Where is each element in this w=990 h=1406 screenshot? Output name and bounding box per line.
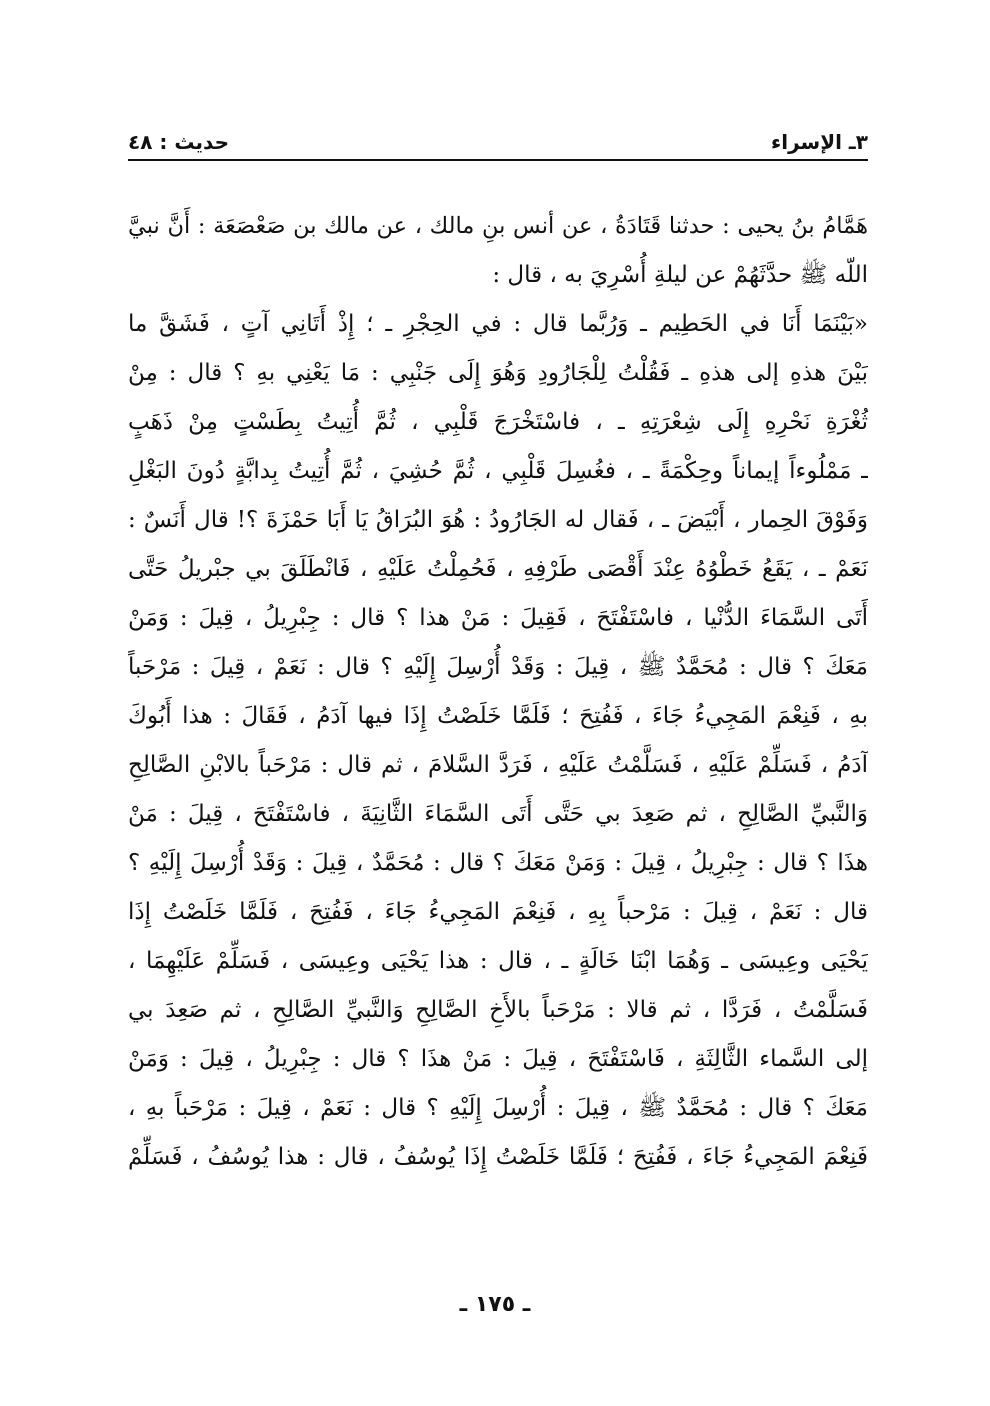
running-header: [128, 118, 868, 154]
text-line: فَنِعْمَ المَجِيءُ جَاءَ ، فَفُتِحَ ؛ فَلَمَّا خَلَصْتُ إِذَا يُوسُفُ ، قال : هذا يُوسُفُ ، فَسَلِّمْ: [128, 1144, 868, 1170]
text-line: فَسَلَّمْتُ ، فَرَدَّا ، ثم قالا : مَرْحَباً بالأَخِ الصَّالِحِ وَالنَّبيِّ الصَّالِحِ ، ثم صَعِدَ بي: [128, 997, 868, 1023]
text-line: ثُغْرَةِ نَحْرِهِ إِلَى شِعْرَتِهِ ـ ، فاسْتَخْرَجَ قَلْبِي ، ثُمَّ أُتِيتُ بِطَسْتٍ مِنْ ذَهَبٍ: [128, 409, 868, 435]
hadith-reference: حديث : ٤٨: [128, 130, 229, 154]
text-line: هذَا ؟ قال : جِبْرِيلُ ، قِيلَ : وَمَنْ مَعَكَ ؟ قال : مُحَمَّدٌ ، قِيلَ : وَقَدْ أُرْسِلَ إِلَيْهِ ؟: [128, 850, 868, 876]
text-line: «بَيْنَمَا أَنَا في الحَطِيم ـ وَرُبَّما قال : في الحِجْرِ ـ ؛ إِذْ أَتَانِي آتٍ ، فَشَقَّ ما: [128, 311, 868, 337]
body-text: [128, 202, 868, 1182]
text-line: وَالنَّبيِّ الصَّالِحِ ، ثم صَعِدَ بي حَتَّى أَتَى السَّمَاءَ الثَّانِيَةَ ، فاسْتَفْتَحَ ، قِيلَ : مَنْ: [128, 801, 868, 827]
text-line: بهِ ، فَنِعْمَ المَجِيءُ جَاءَ ، فَفُتِحَ ؛ فَلَمَّا خَلَصْتُ إِذَا فيها آدَمُ ، فَقَالَ : هذا أَبُوكَ: [128, 703, 868, 729]
text-line: إلى السَّماء الثَّالِثَةِ ، فَاسْتَفْتَحَ ، قِيلَ : مَنْ هذَا ؟ قال : جِبْرِيلُ ، قِيلَ : وَمَنْ: [128, 1046, 868, 1072]
header-rule: [128, 159, 868, 161]
text-line: آدَمُ ، فَسَلِّمْ عَلَيْهِ ، فَسَلَّمْتُ عَلَيْهِ ، فَرَدَّ السَّلامَ ، ثم قال : مَرْحَباً بالابْنِ الصَّالِحِ: [128, 752, 868, 778]
text-line: اللّه ﷺ حدَّثَهُمْ عن ليلةِ أُسْرِيَ به ، قال :: [492, 262, 868, 288]
text-line: مَعَكَ ؟ قال : مُحَمَّدٌ ﷺ ، قِيلَ : وَقَدْ أُرْسِلَ إِلَيْهِ ؟ قال : نَعَمْ ، قِيلَ : مَرْحَباً: [128, 654, 868, 680]
text-line: قال : نَعَمْ ، قِيلَ : مَرْحباً بِهِ ، فَنِعْمَ المَجِيءُ جَاءَ ، فَفُتِحَ ، فَلَمَّا خَلَصْتُ إِذَا: [128, 899, 868, 925]
text-line: يَحْيَى وعِيسَى ـ وَهُمَا ابْنَا خَالَةٍ ـ ، قال : هذا يَحْيَى وعِيسَى ، فَسَلِّمْ عَلَيْهِمَا ،: [128, 948, 868, 974]
text-line: وَفَوْقَ الحِمار ، أَبْيَضَ ـ ، فَقال له الجَارُودُ : هُوَ البُرَاقُ يَا أَبَا حَمْزَةَ ؟! قال أَنَسٌ :: [128, 507, 868, 533]
text-line: ـ مَمْلُوءاً إيماناً وحِكْمَةً ـ ، فغُسِلَ قَلْبِي ، ثُمَّ حُشِيَ ، ثُمَّ أُتِيتُ بِدابَّةٍ دُونَ البَغْلِ: [128, 458, 868, 484]
page-number: ـ ١٧٥ ـ: [459, 1292, 531, 1317]
text-line: أَتَى السَّمَاءَ الدُّنْيا ، فاسْتَفْتَحَ ، فَقِيلَ : مَنْ هذا ؟ قال : جِبْرِيلُ ، قِيلَ : وَمَنْ: [128, 605, 868, 631]
text-line: مَعَكَ ؟ قال : مُحَمَّدٌ ﷺ ، قِيلَ : أُرْسِلَ إِلَيْهِ ؟ قال : نَعَمْ ، قِيلَ : مَرْحَباً بهِ ،: [128, 1095, 868, 1121]
text-line: بَيْنَ هذهِ إلى هذهِ ـ فَقُلْتُ لِلْجَارُودِ وَهُوَ إِلَى جَنْبِي : مَا يَعْنِي بهِ ؟ قال : مِنْ: [128, 360, 868, 386]
chapter-title: ٣ـ الإسراء: [771, 130, 868, 154]
text-line: هَمَّامُ بنُ يحيى : حدثنا قَتَادَةُ ، عن أنس بنِ مالك ، عن مالك بن صَعْصَعَة : أَنَّ نبيَّ: [128, 213, 868, 239]
text-line: نَعَمْ ـ ، يَقَعُ خَطْوُهُ عِنْدَ أَقْصَى طَرْفِهِ ، فَحُمِلْتُ عَلَيْهِ ، فَانْطَلَقَ بي جبْريلُ حَتَّى: [128, 556, 868, 582]
